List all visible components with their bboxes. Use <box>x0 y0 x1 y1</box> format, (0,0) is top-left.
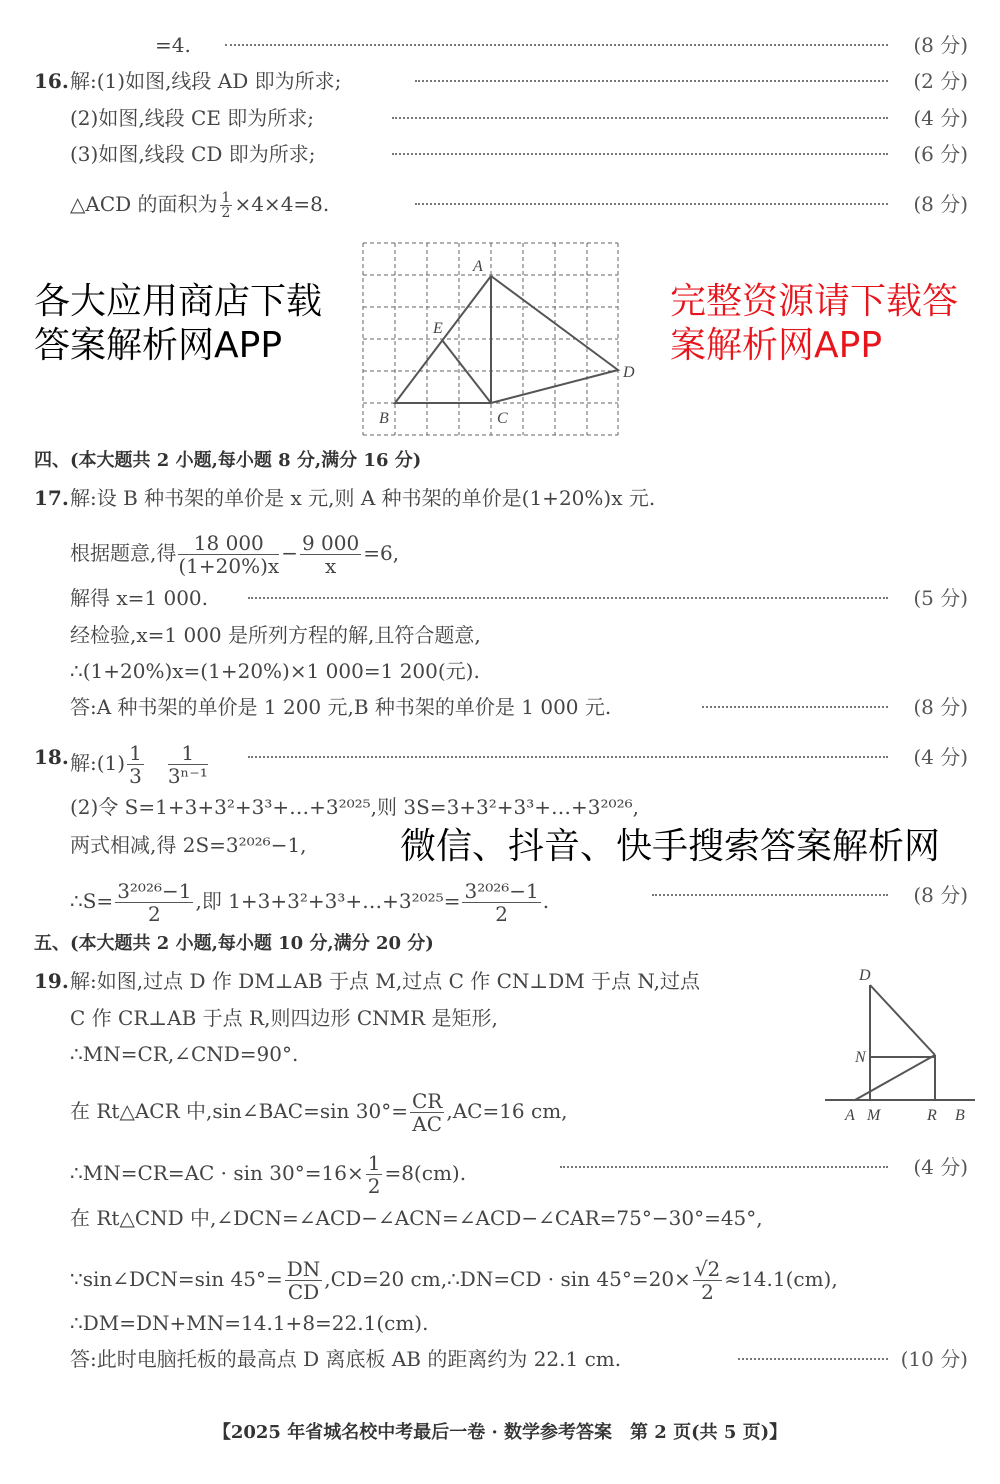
dot-leader <box>415 203 888 205</box>
dot-leader <box>248 756 888 758</box>
label-R: R <box>927 1107 937 1124</box>
label-N: N <box>855 1049 866 1066</box>
dot-leader <box>415 80 888 82</box>
fraction <box>366 1152 383 1197</box>
line-text: (3)如图,线段 CD 即为所求; <box>70 142 316 166</box>
q16-line1 <box>0 66 1000 96</box>
q19-line7 <box>0 1257 1000 1304</box>
line-text: ∴(1+20%)x=(1+20%)×1 000=1 200(元). <box>70 659 480 683</box>
text: 在 Rt△ACR 中,sin∠BAC=sin 30°= <box>70 1099 408 1123</box>
text: =6, <box>363 541 400 565</box>
score: (6 分) <box>913 142 968 166</box>
fraction <box>168 742 208 787</box>
watermark: 微信、抖音、快手搜索答案解析网 <box>400 826 941 867</box>
figure-lines <box>825 985 975 1100</box>
text: =8(cm). <box>384 1161 467 1185</box>
page-footer: 【2025 年省城名校中考最后一卷 · 数学参考答案 第 2 页(共 5 页)】 <box>212 1422 788 1443</box>
label-A: A <box>845 1107 855 1124</box>
label-C: C <box>497 410 508 427</box>
q17-line4 <box>0 620 1000 650</box>
denominator: 2 <box>367 1174 381 1198</box>
score: (10 分) <box>900 1347 968 1371</box>
text: − <box>281 541 298 565</box>
line-text: 解:如图,过点 D 作 DM⊥AB 于点 M,过点 C 作 CN⊥DM 于点 N,过点 <box>70 969 701 993</box>
denominator: AC <box>412 1112 443 1136</box>
numerator: DN <box>286 1257 321 1281</box>
line-text: 答:A 种书架的单价是 1 200 元,B 种书架的单价是 1 000 元. <box>70 695 612 719</box>
line-text <box>70 1090 568 1135</box>
score: (4 分) <box>913 106 968 130</box>
text: . <box>542 889 550 913</box>
label-M: M <box>867 1107 881 1124</box>
q18-line2 <box>0 792 1000 822</box>
denominator: 2 <box>495 902 508 926</box>
q16-line3 <box>0 139 1000 169</box>
question-number: 16. <box>34 69 69 93</box>
numerator: 3²⁰²⁶−1 <box>117 879 192 903</box>
q18-line1 <box>0 741 1000 788</box>
line-text <box>70 1258 838 1303</box>
label-A: A <box>473 258 483 275</box>
denominator: 2 <box>701 1280 714 1304</box>
label-D: D <box>623 364 635 381</box>
line-text: 解:(1)如图,线段 AD 即为所求; <box>70 69 342 93</box>
dot-leader <box>702 706 888 708</box>
score: (5 分) <box>913 586 968 610</box>
q19-line5 <box>0 1151 1000 1198</box>
fraction <box>410 1090 444 1135</box>
line-text <box>70 880 549 925</box>
q19-line8 <box>0 1308 1000 1338</box>
line-text <box>70 742 210 787</box>
text: ∴S= <box>70 889 114 913</box>
text: ×4×4=8. <box>234 192 330 216</box>
numerator: 1 <box>221 190 231 206</box>
text: ∴MN=CR=AC · sin 30°=16× <box>70 1161 364 1185</box>
q19-line6 <box>0 1203 1000 1233</box>
score: (8 分) <box>913 883 968 907</box>
q17-line6 <box>0 692 1000 722</box>
numerator: 1 <box>168 742 208 765</box>
denominator: 2 <box>221 205 231 221</box>
dot-leader <box>738 1358 888 1360</box>
numerator: 1 <box>367 1151 381 1175</box>
q17-line2 <box>0 531 1000 578</box>
denominator: 2 <box>147 902 161 926</box>
text: △ACD 的面积为 <box>70 192 218 216</box>
dot-leader <box>560 1166 888 1168</box>
numerator: 3²⁰²⁶−1 <box>464 879 539 903</box>
text: ,即 1+3+3²+3³+…+3²⁰²⁵= <box>195 889 461 913</box>
line-text: C 作 CR⊥AB 于点 R,则四边形 CNMR 是矩形, <box>70 1006 498 1030</box>
fraction <box>127 742 144 787</box>
watermark: 完整资源请下载答案解析网APP <box>670 281 959 366</box>
text: 解:(1) <box>70 751 126 775</box>
dot-leader <box>248 597 888 599</box>
grid-figure <box>355 235 645 445</box>
denominator: 3ⁿ⁻¹ <box>167 764 208 788</box>
line-text: (2)如图,线段 CE 即为所求; <box>70 106 315 130</box>
text: ,AC=16 cm, <box>446 1099 568 1123</box>
line-text: 解得 x=1 000. <box>70 586 209 610</box>
dot-leader <box>392 117 888 119</box>
score: (8 分) <box>913 33 968 57</box>
line-text <box>70 1152 466 1197</box>
numerator: CR <box>411 1089 443 1113</box>
dot-leader <box>392 153 888 155</box>
numerator: √2 <box>694 1257 721 1281</box>
fraction <box>462 880 540 925</box>
score: (8 分) <box>913 192 968 216</box>
section-4-heading <box>0 446 1000 476</box>
fraction <box>300 532 361 577</box>
numerator: 18 000 <box>178 532 279 555</box>
section-heading: 四、(本大题共 2 小题,每小题 8 分,满分 16 分) <box>34 450 422 471</box>
question-number: 18. <box>34 745 69 769</box>
label-B: B <box>379 410 389 427</box>
line-text: 答:此时电脑托板的最高点 D 离底板 AB 的距离约为 22.1 cm. <box>70 1347 622 1371</box>
dot-leader <box>225 44 888 46</box>
denominator: 3 <box>129 764 142 788</box>
text: ∵sin∠DCN=sin 45°= <box>70 1267 283 1291</box>
fraction <box>220 191 233 220</box>
line-text: 解:设 B 种书架的单价是 x 元,则 A 种书架的单价是(1+20%)x 元. <box>70 486 656 510</box>
line-text: =4. <box>155 33 191 57</box>
fraction <box>178 532 279 577</box>
label-D: D <box>859 967 871 984</box>
dot-leader <box>652 894 888 896</box>
denominator: (1+20%)x <box>178 554 280 578</box>
line-text: ∴DM=DN+MN=14.1+8=22.1(cm). <box>70 1311 429 1335</box>
q19-line9 <box>0 1344 1000 1374</box>
q17-line5 <box>0 656 1000 686</box>
score: (2 分) <box>913 69 968 93</box>
numerator: 1 <box>129 741 142 765</box>
q15-tail <box>0 30 1000 60</box>
text: ≈14.1(cm), <box>724 1267 838 1291</box>
denominator: x <box>324 554 337 578</box>
denominator: CD <box>287 1280 320 1304</box>
question-number: 17. <box>34 486 69 510</box>
line-text: 在 Rt△CND 中,∠DCN=∠ACD−∠ACN=∠ACD−∠CAR=75°−30°=45°, <box>70 1206 763 1230</box>
line-text <box>70 532 399 577</box>
numerator: 9 000 <box>301 531 360 555</box>
label-E: E <box>433 320 443 337</box>
text: 根据题意,得 <box>70 541 177 565</box>
text: ,CD=20 cm,∴DN=CD · sin 45°=20× <box>324 1267 691 1291</box>
line-text: 经检验,x=1 000 是所列方程的解,且符合题意, <box>70 623 481 647</box>
line-text: ∴MN=CR,∠CND=90°. <box>70 1042 299 1066</box>
fraction <box>693 1258 722 1303</box>
section-5-heading <box>0 929 1000 959</box>
q18-line4 <box>0 879 1000 926</box>
label-B: B <box>955 1107 965 1124</box>
score: (8 分) <box>913 695 968 719</box>
watermark: 各大应用商店下载答案解析网APP <box>34 281 323 366</box>
fraction <box>285 1258 323 1303</box>
q19-figure <box>815 960 985 1125</box>
line-text: 两式相减,得 2S=3²⁰²⁶−1, <box>70 833 307 857</box>
line-text: (2)令 S=1+3+3²+3³+…+3²⁰²⁵,则 3S=3+3²+3³+…+3²⁰²⁶, <box>70 795 639 819</box>
q17-line3 <box>0 583 1000 613</box>
section-heading: 五、(本大题共 2 小题,每小题 10 分,满分 20 分) <box>34 933 434 954</box>
score: (4 分) <box>913 1155 968 1179</box>
q16-line4 <box>0 189 1000 219</box>
score: (4 分) <box>913 745 968 769</box>
q16-line2 <box>0 103 1000 133</box>
q17-line1 <box>0 483 1000 513</box>
line-text <box>70 189 329 220</box>
fraction <box>115 880 193 925</box>
question-number: 19. <box>34 969 69 993</box>
